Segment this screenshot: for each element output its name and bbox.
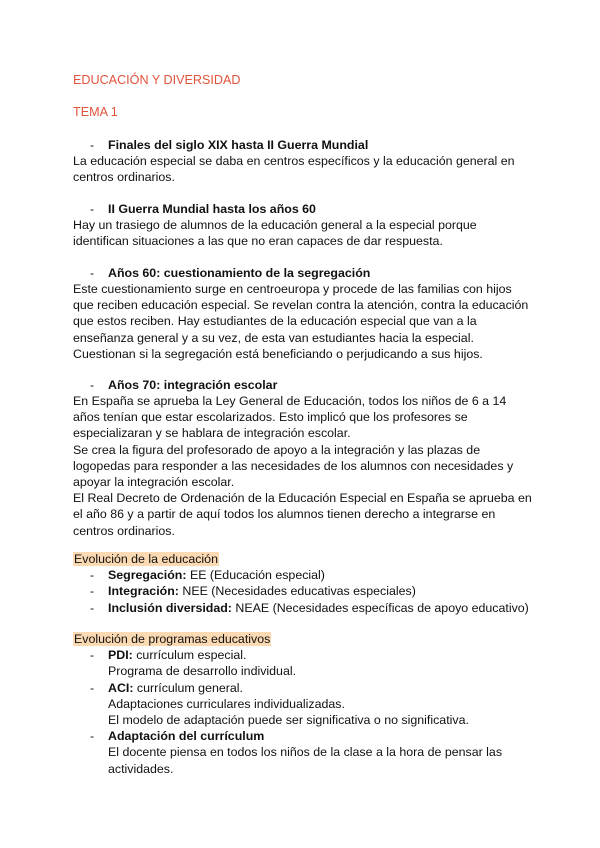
section-heading-1: - Finales del siglo XIX hasta II Guerra Mundial bbox=[90, 138, 369, 152]
dash-marker: - bbox=[90, 138, 95, 152]
section-heading-2: - II Guerra Mundial hasta los años 60 bbox=[90, 202, 316, 216]
evolucion-educacion-block bbox=[73, 551, 533, 616]
evolucion-educacion-heading: Evolución de la educación bbox=[74, 552, 218, 566]
paragraph: Este cuestionamiento surge en centroeuropa y procede de las familias con hijos que reciben educación especial. Se revelan contra la atención, contra la educación que estos reciben. Hay estudiantes de la educación especial que van a la enseñanza general y a su vez, de esta van estudiantes hacia la especial. bbox=[73, 282, 529, 345]
list-item: - Inclusión diversidad: NEAE (Necesidades específicas de apoyo educativo) bbox=[90, 600, 529, 615]
evolucion-programas-block bbox=[73, 631, 533, 777]
section-body-3 bbox=[73, 281, 533, 362]
evolucion-programas-list bbox=[73, 647, 533, 777]
list-item: - Segregación: EE (Educación especial) bbox=[90, 568, 325, 583]
paragraph: La educación especial se daba en centros específicos y la educación general en centros ordinarios. bbox=[73, 154, 515, 185]
list-item: - Integración: NEE (Necesidades educativas especiales) bbox=[90, 584, 416, 599]
section-heading-4: - Años 70: integración escolar bbox=[90, 378, 278, 392]
dash-marker: - bbox=[90, 378, 95, 392]
paragraph: Se crea la figura del profesorado de apoyo a la integración y las plazas de logopedas para responder a las necesidades de los alumnos con necesidades y apoyar la integración escolar. bbox=[73, 442, 514, 490]
section-body-1 bbox=[73, 153, 533, 185]
list-item: - PDI: currículum especial. Programa de desarrollo individual. bbox=[90, 648, 297, 679]
document-title: EDUCACIÓN Y DIVERSIDAD bbox=[73, 73, 241, 87]
list-item: - ACI: currículum general. Adaptaciones curriculares individualizadas. El modelo de adaptación puede ser significativa o no significativa. bbox=[90, 680, 469, 728]
paragraph: En España se aprueba la Ley General de Educación, todos los niños de 6 a 14 años tenían que estar escolarizados. Esto implicó que los profesores se especializaran y se hablara de integración escolar. bbox=[73, 394, 507, 441]
paragraph: Hay un trasiego de alumnos de la educación general a la especial porque identifican situaciones a las que no eran capaces de dar respuesta. bbox=[73, 218, 477, 249]
evolucion-educacion-list bbox=[73, 567, 533, 616]
dash-marker: - bbox=[90, 202, 95, 216]
paragraph: El Real Decreto de Ordenación de la Educación Especial en España se aprueba en el año 86 y a partir de aquí todos los alumnos tienen derecho a integrarse en centros ordinarios. bbox=[73, 491, 532, 538]
paragraph: Cuestionan si la segregación está beneficiando o perjudicando a sus hijos. bbox=[73, 346, 483, 361]
document-subtitle: TEMA 1 bbox=[73, 105, 118, 119]
evolucion-programas-heading: Evolución de programas educativos bbox=[74, 632, 271, 646]
list-item: - Adaptación del currículum El docente piensa en todos los niños de la clase a la hora de pensar las actividades. bbox=[90, 729, 503, 776]
section-body-2 bbox=[73, 217, 533, 249]
dash-marker: - bbox=[90, 266, 95, 280]
section-body-4 bbox=[73, 393, 533, 539]
section-heading-3: - Años 60: cuestionamiento de la segregación bbox=[90, 266, 371, 280]
